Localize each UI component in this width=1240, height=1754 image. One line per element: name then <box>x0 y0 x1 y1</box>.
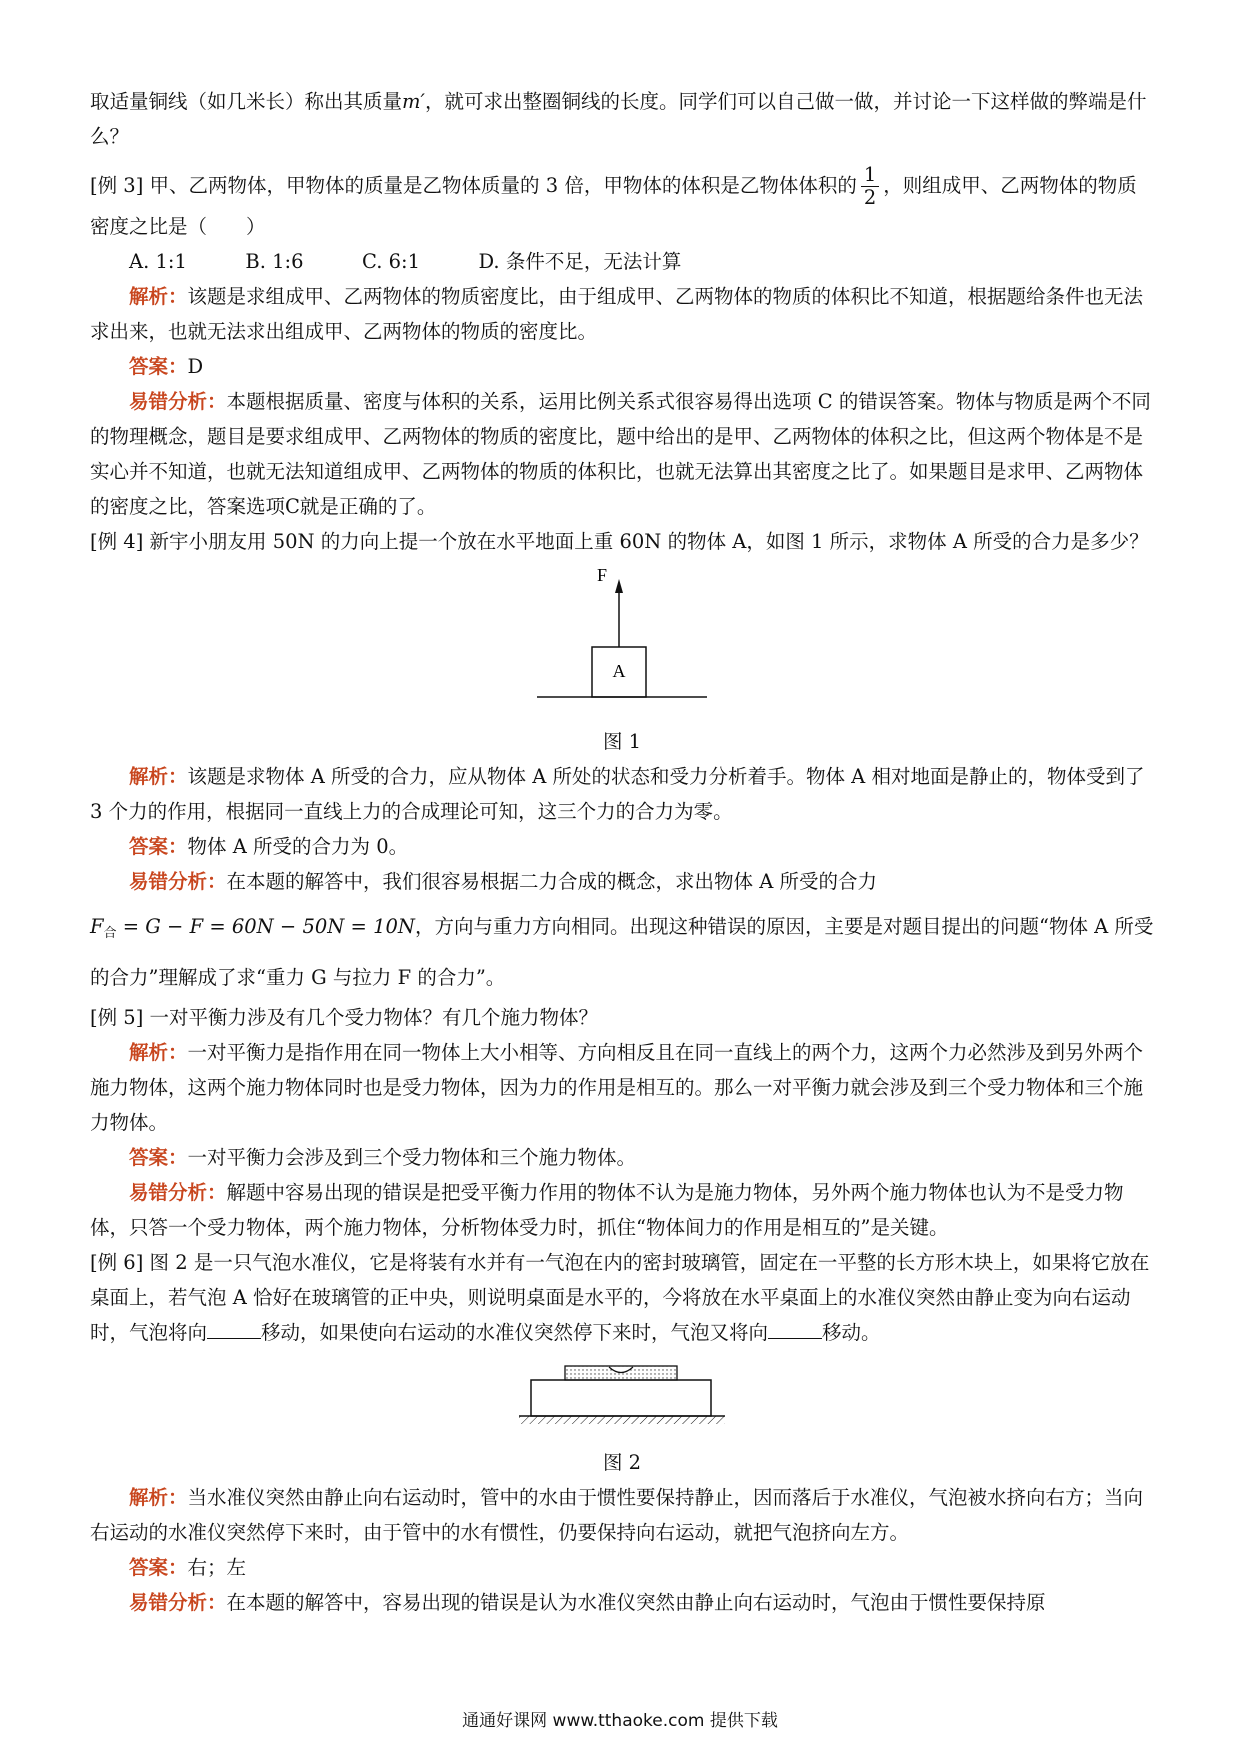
ex6-error-text: 在本题的解答中，容易出现的错误是认为水准仪突然由静止向右运动时，气泡由于惯性要保持原 <box>226 1591 1046 1614</box>
ex4-analysis-label: 解析： <box>129 765 188 788</box>
example-6-question <box>90 1245 1154 1350</box>
ex3-analysis <box>90 279 1154 349</box>
block-a-label: A <box>612 661 626 681</box>
ex3-options: A. 1:1 B. 1:6 C. 6:1 D. 条件不足，无法计算 <box>129 250 682 273</box>
ex3-error-analysis <box>90 384 1154 524</box>
ex6-answer <box>90 1550 1154 1585</box>
figure-1 <box>90 559 1154 759</box>
ex4-error-label: 易错分析： <box>129 870 227 893</box>
intro-paragraph <box>90 84 1154 154</box>
ex3-frac-den: 2 <box>863 186 877 209</box>
intro-text-2: ，就可求出整圈铜线的长度。同学们可以自己做一做，并讨论一下这样做的弊端是什么？ <box>90 90 1147 148</box>
table-hatching <box>519 1416 725 1424</box>
force-label: F <box>596 565 608 585</box>
figure-1-diagram <box>522 559 722 709</box>
ex6-error-label: 易错分析： <box>129 1591 227 1614</box>
ex6-text-1: [例 6] 图 2 是一只气泡水准仪，它是将装有水并有一气泡在内的密封玻璃管，固定在一平整的长方形木块上，如果将它放在桌面上，若气泡 A 恰好在玻璃管的正中央，则说明桌面是水平的，今将放在水平桌面上的水准仪突然由静止变为向右运动时，气泡将向 <box>90 1251 1150 1344</box>
intro-text-1: 取适量铜线（如几米长）称出其质量 <box>90 90 403 113</box>
ex4-formula-f: F <box>90 915 104 938</box>
example-3-question <box>90 164 1154 244</box>
example-5-question: [例 5] 一对平衡力涉及有几个受力物体？有几个施力物体？ <box>90 1006 599 1029</box>
force-arrow-head <box>615 579 623 593</box>
ex3-answer-text: D <box>187 355 204 378</box>
intro-var: m′ <box>402 90 425 113</box>
ex6-error-analysis <box>90 1585 1154 1620</box>
wooden-block <box>531 1380 711 1416</box>
ex5-analysis-text: 一对平衡力是指作用在同一物体上大小相等、方向相反且在同一直线上的两个力，这两个力必然涉及到另外两个施力物体，这两个施力物体同时也是受力物体，因为力的作用是相互的。那么一对平衡力就会涉及到三个受力物体和三个施力物体。 <box>90 1041 1144 1134</box>
ex5-error-analysis <box>90 1175 1154 1245</box>
ex3-error-label: 易错分析： <box>129 390 227 413</box>
example-4-question: [例 4] 新宇小朋友用 50N 的力向上提一个放在水平地面上重 60N 的物体 A，如图 1 所示，求物体 A 所受的合力是多少？ <box>90 530 1149 553</box>
ex6-blank-1 <box>207 1318 261 1339</box>
ex3-answer-label: 答案： <box>129 355 188 378</box>
ex5-answer-label: 答案： <box>129 1146 188 1169</box>
ex4-error-analysis <box>90 864 1154 899</box>
ex3-analysis-label: 解析： <box>129 285 188 308</box>
ex4-formula-sub: 合 <box>103 926 117 941</box>
ex6-text-2: 移动，如果使向右运动的水准仪突然停下来时，气泡又将向 <box>261 1321 769 1344</box>
ex6-text-3: 移动。 <box>822 1321 881 1344</box>
ex4-analysis-text: 该题是求物体 A 所受的合力，应从物体 A 所处的状态和受力分析着手。物体 A 相对地面是静止的，物体受到了 3 个力的作用，根据同一直线上力的合成理论可知，这三个力的合力为零。 <box>90 765 1145 823</box>
ex6-analysis <box>90 1480 1154 1550</box>
ex4-answer-label: 答案： <box>129 835 188 858</box>
ex4-error-text-1: 在本题的解答中，我们很容易根据二力合成的概念，求出物体 A 所受的合力 <box>226 870 877 893</box>
ex6-analysis-label: 解析： <box>129 1486 188 1509</box>
ex5-analysis <box>90 1035 1154 1140</box>
ex3-analysis-text: 该题是求组成甲、乙两物体的物质密度比，由于组成甲、乙两物体的物质的体积比不知道，根据题给条件也无法求出来，也就无法求出组成甲、乙两物体的物质的密度比。 <box>90 285 1144 343</box>
ex5-error-label: 易错分析： <box>129 1181 227 1204</box>
ex4-answer <box>90 829 1154 864</box>
ex3-frac-num: 1 <box>861 164 879 187</box>
ex6-analysis-text: 当水准仪突然由静止向右运动时，管中的水由于惯性要保持静止，因而落后于水准仪，气泡被水挤向右方；当向右运动的水准仪突然停下来时，由于管中的水有惯性，仍要保持向右运动，就把气泡挤向左方。 <box>90 1486 1144 1544</box>
ex4-formula <box>90 915 415 941</box>
ex3-text-2: ，则组成甲、乙两物体的物质密度之比是（ ） <box>90 174 1137 238</box>
figure-2 <box>90 1360 1154 1480</box>
figure-1-caption: 图 1 <box>602 730 642 753</box>
figure-2-diagram <box>517 1360 727 1430</box>
ex5-answer-text: 一对平衡力会涉及到三个受力物体和三个施力物体。 <box>187 1146 637 1169</box>
ex3-text-1: [例 3] 甲、乙两物体，甲物体的质量是乙物体质量的 3 倍，甲物体的体积是乙物体体积的 <box>90 174 857 197</box>
ex5-answer <box>90 1140 1154 1175</box>
figure-2-caption: 图 2 <box>602 1451 642 1474</box>
ex6-blank-2 <box>768 1318 822 1339</box>
ex6-answer-text: 右；左 <box>187 1556 247 1579</box>
page-footer: 通通好课网 www.tthaoke.com 提供下载 <box>462 1711 778 1731</box>
ex4-error-formula-line <box>90 905 1154 1000</box>
ex3-answer <box>90 349 1154 384</box>
ex6-answer-label: 答案： <box>129 1556 188 1579</box>
ex4-error-text-2: ，方向与重力方向相同。出现这种错误的原因，主要是对题目提出的问题“物体 A 所受的合力”理解成了求“重力 G 与拉力 F 的合力”。 <box>90 915 1154 989</box>
ex4-formula-rest: = G − F = 60N − 50N = 10N <box>116 915 415 938</box>
ex3-error-text: 本题根据质量、密度与体积的关系，运用比例关系式很容易得出选项 C 的错误答案。物体与物质是两个不同的物理概念，题目是要求组成甲、乙两物体的物质的密度比，题中给出的是甲、乙两物体的体积之比，但这两个物体是不是实心并不知道，也就无法知道组成甲、乙两物体的物质的体积比，也就无法算出其密度之比了。如果题目是求甲、乙两物体的密度之比，答案选项C就是正确的了。 <box>90 390 1151 518</box>
ex4-analysis <box>90 759 1154 829</box>
ex4-answer-text: 物体 A 所受的合力为 0。 <box>187 835 409 858</box>
ex5-analysis-label: 解析： <box>129 1041 188 1064</box>
ex5-error-text: 解题中容易出现的错误是把受平衡力作用的物体不认为是施力物体，另外两个施力物体也认为不是受力物体，只答一个受力物体，两个施力物体，分析物体受力时，抓住“物体间力的作用是相互的”是关键。 <box>90 1181 1124 1239</box>
document-body <box>90 84 1154 1620</box>
ex3-fraction <box>861 164 879 209</box>
